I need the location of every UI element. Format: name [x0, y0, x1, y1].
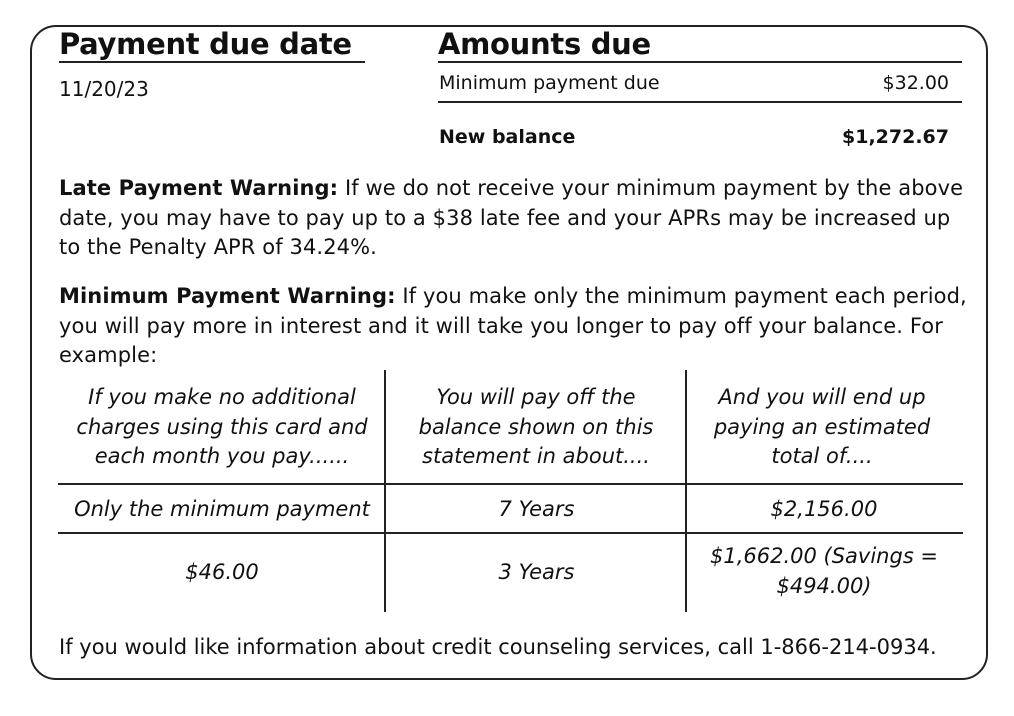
minimum-payment-table: [58, 370, 963, 612]
table-cell: $1,662.00 (Savings = $494.00): [709, 544, 939, 598]
table-cell: 7 Years: [498, 497, 575, 521]
divider: [438, 101, 962, 103]
new-balance-label: New balance: [439, 126, 576, 148]
table-cell: $2,156.00: [770, 497, 878, 521]
table-cell: 3 Years: [498, 560, 575, 584]
new-balance-value: $1,272.67: [842, 126, 949, 148]
divider: [438, 61, 962, 63]
table-header-payment: If you make no additional charges using this card and each month you pay......: [76, 385, 368, 468]
payment-due-date-value: 11/20/23: [59, 77, 149, 101]
table-divider: [384, 370, 386, 612]
late-payment-warning-text: If we do not receive your minimum payment by the above date, you may have to pay up to a $38 late fee and your APRs may be increased up to the Penalty APR of 34.24%.: [59, 176, 964, 259]
late-payment-warning-label: Late Payment Warning:: [59, 176, 339, 200]
table-cell: $46.00: [185, 560, 259, 584]
divider: [59, 61, 365, 63]
table-divider: [58, 532, 963, 534]
minimum-payment-label: Minimum payment due: [439, 72, 660, 94]
table-header-payoff-time: You will pay off the balance shown on this statement in about....: [418, 385, 654, 468]
late-payment-warning: [59, 174, 969, 263]
payment-due-date-heading: Payment due date: [59, 27, 352, 61]
amounts-due-heading: Amounts due: [438, 27, 651, 61]
table-divider: [685, 370, 687, 612]
minimum-payment-warning-label: Minimum Payment Warning:: [59, 284, 396, 308]
table-cell: Only the minimum payment: [74, 497, 370, 521]
table-divider: [58, 483, 963, 485]
minimum-payment-value: $32.00: [882, 72, 949, 94]
table-header-total: And you will end up paying an estimated total of....: [713, 385, 931, 468]
minimum-payment-warning-text: If you make only the minimum payment each period, you will pay more in interest and it will take you longer to pay off your balance. For example:: [59, 284, 967, 367]
minimum-payment-warning: [59, 282, 969, 371]
credit-counseling-note: If you would like information about credit counseling services, call 1-866-214-0934.: [59, 635, 937, 659]
